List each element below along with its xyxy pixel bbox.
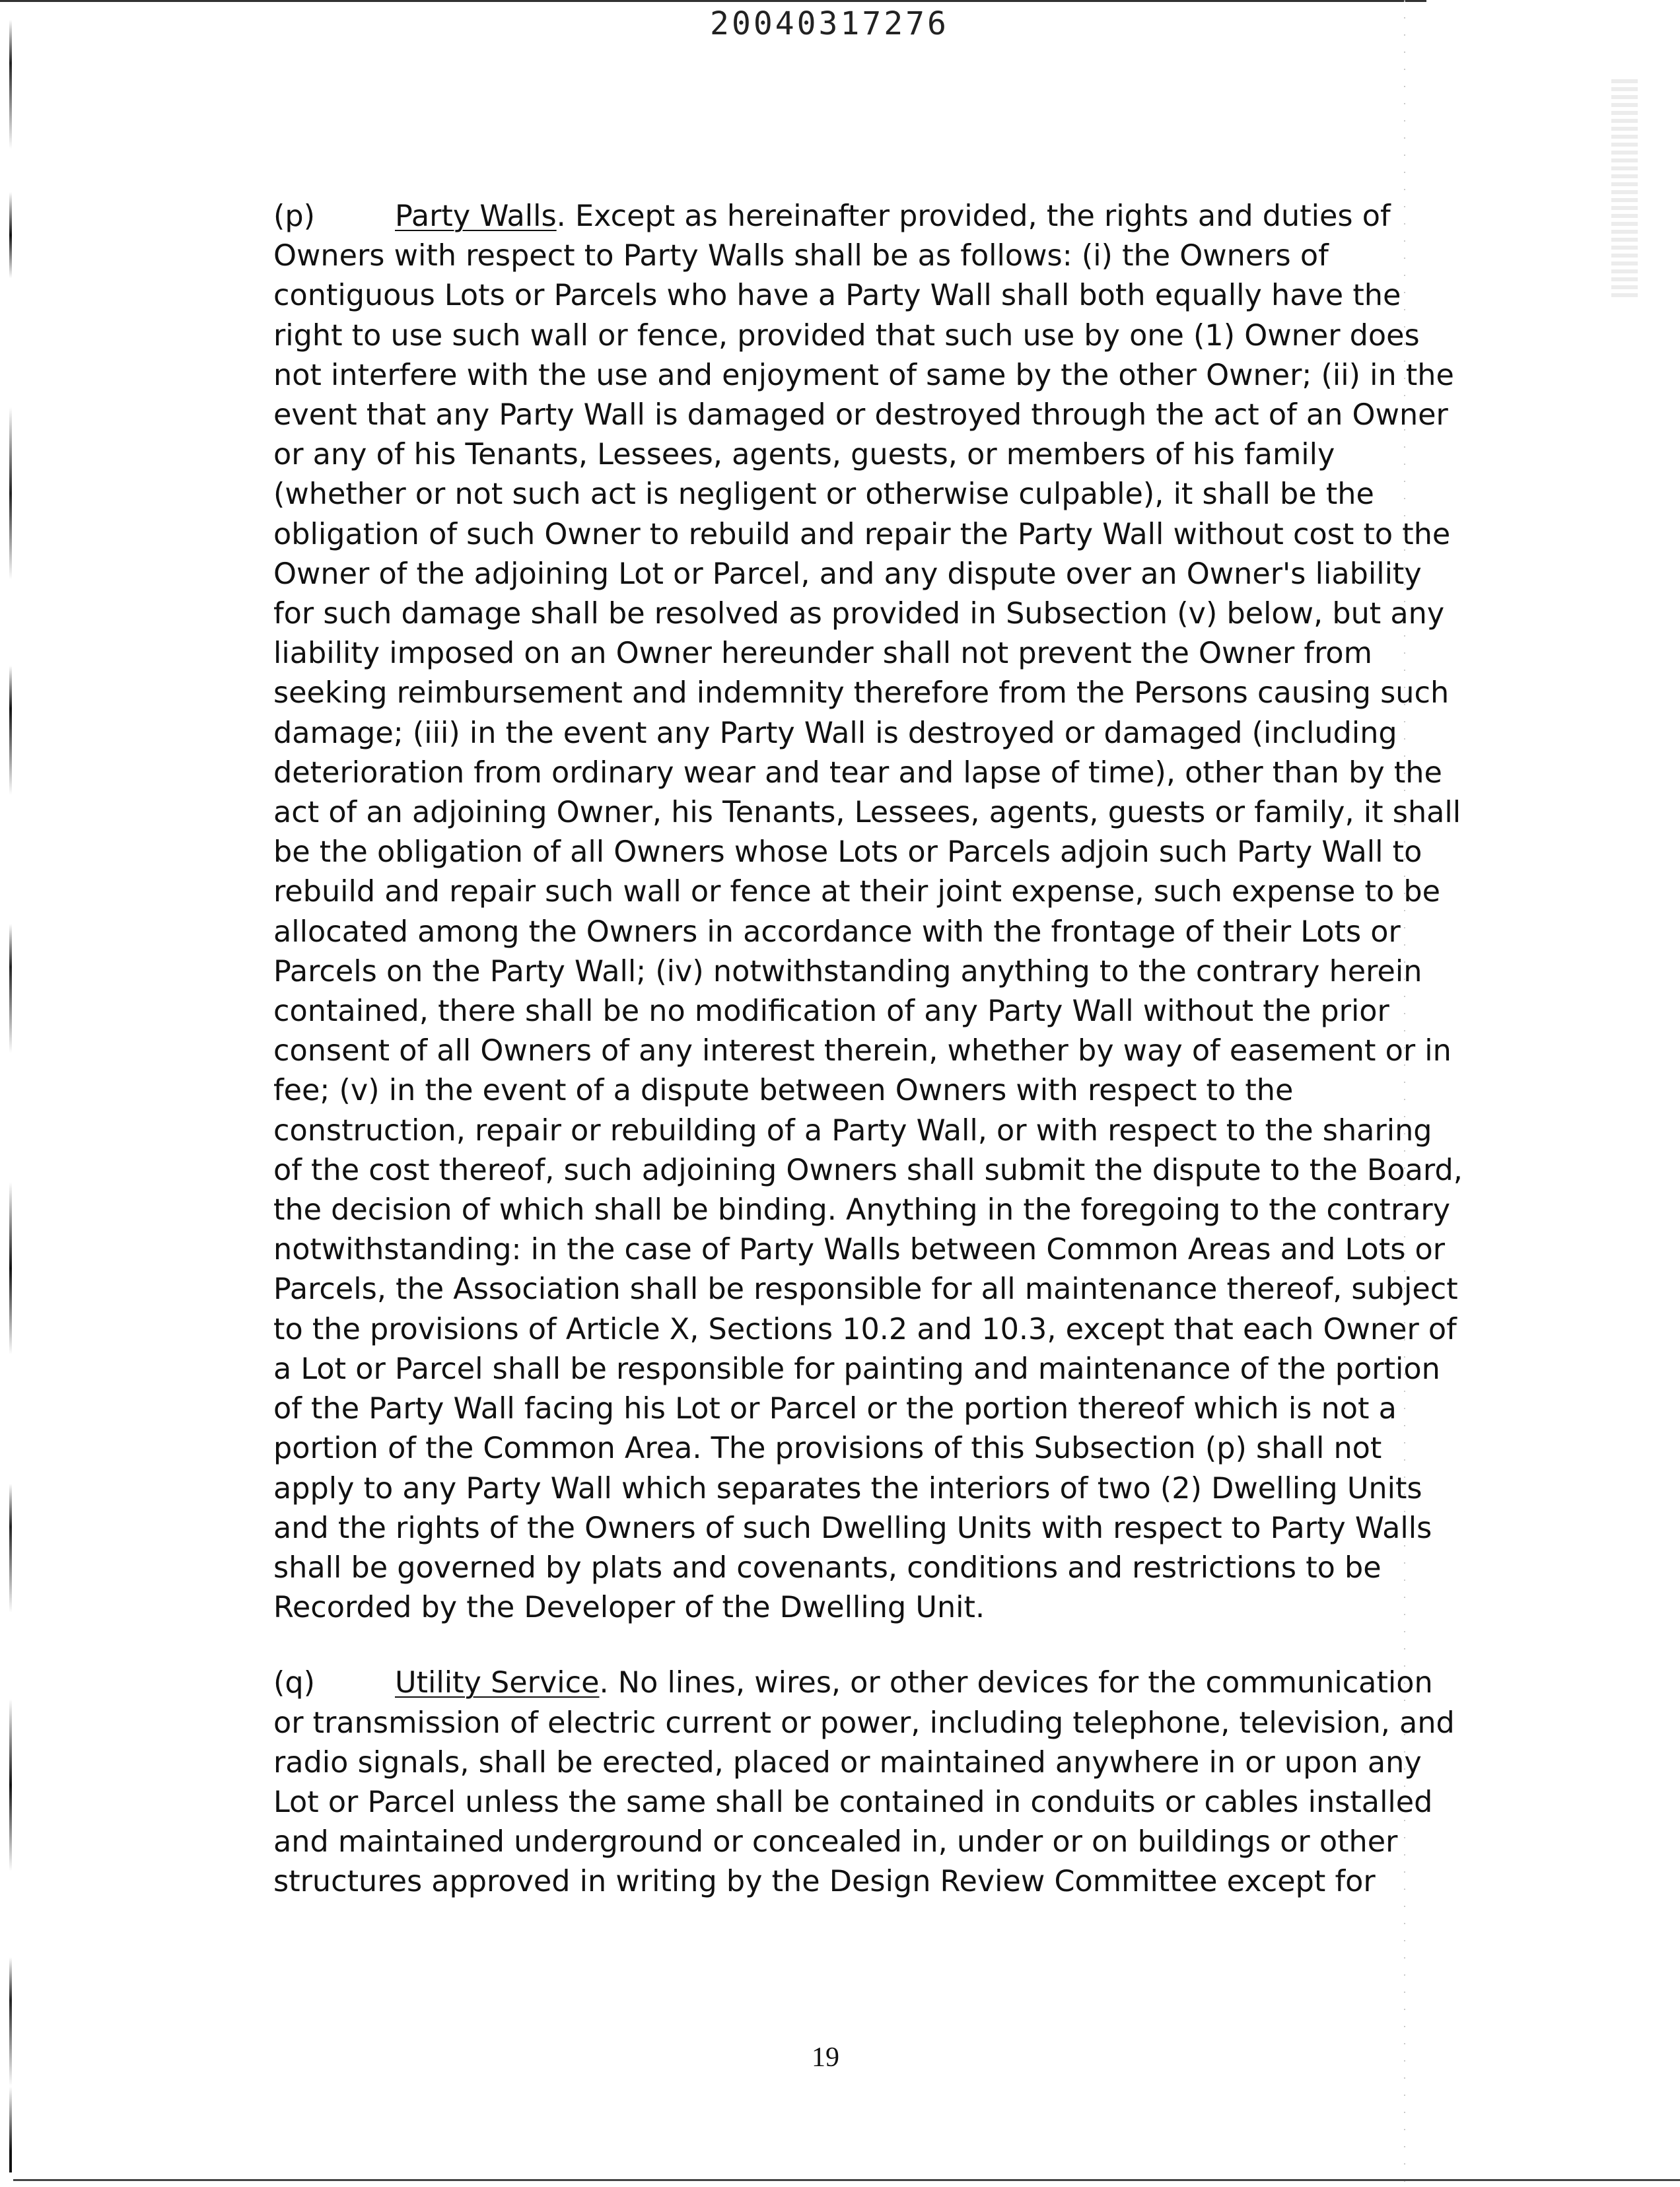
paragraph-label: (p) [273, 199, 315, 233]
scan-top-edge [0, 0, 1426, 2]
page-number: 19 [812, 2042, 839, 2073]
scan-left-edge [9, 20, 12, 2172]
paragraph-label: (q) [273, 1666, 315, 1700]
paragraph-heading: Party Walls [395, 199, 557, 233]
document-body [273, 197, 1465, 1938]
paragraph-text: . Except as hereinafter provided, the rights and duties of Owners with respect to Party Walls shall be as follows: (i) the Owners of contiguous Lots or Parcels who have a Party Wall shall both equally have the right to use such wall or fence, provided that such use by one (1) Owner does not interfere with the use and enjoyment of same by the other Owner; (ii) in the event that any Party Wall is damaged or destroyed through the act of an Owner or any of his Tenants, Lessees, agents, guests, or members of his family (whether or not such act is negligent or otherwise culpable), it shall be the obligation of such Owner to rebuild and repair the Party Wall without cost to the Owner of the adjoining Lot or Parcel, and any dispute over an Owner's liability for such damage shall be resolved as provided in Subsection (v) below, but any liability imposed on an Owner hereunder shall not prevent the Owner from seeking reimbursement and indemnity therefore from the Persons causing such damage; (iii) in the event any Party Wall is destroyed or damaged (including deterioration from ordinary wear and tear and lapse of time), other than by the act of an adjoining Owner, his Tenants, Lessees, agents, guests or family, it shall be the obligation of all Owners whose Lots or Parcels adjoin such Party Wall to rebuild and repair such wall or fence at their joint expense, such expense to be allocated among the Owners in accordance with the frontage of their Lots or Parcels on the Party Wall; (iv) notwithstanding anything to the contrary herein contained, there shall be no modification of any Party Wall without the prior consent of all Owners of any interest therein, whether by way of easement or in fee; (v) in the event of a dispute between Owners with respect to the construction, repair or rebuilding of a Party Wall, or with respect to the sharing of the cost thereof, such adjoining Owners shall submit the dispute to the Board, the decision of which shall be binding. Anything in the foregoing to the contrary notwithstanding: in the case of Party Walls between Common Areas and Lots or Parcels, the Association shall be responsible for all maintenance thereof, subject to the provisions of Article X, Sections 10.2 and 10.3, except that each Owner of a Lot or Parcel shall be responsible for painting and maintenance of the portion of the Party Wall facing his Lot or Parcel or the portion thereof which is not a portion of the Common Area. The provisions of this Subsection (p) shall not apply to any Party Wall which separates the interiors of two (2) Dwelling Units and the rights of the Owners of such Dwelling Units with respect to Party Walls shall be governed by plats and covenants, conditions and restrictions to be Recorded by the Developer of the Dwelling Unit. [273, 199, 1463, 1625]
margin-stamp [1611, 79, 1638, 297]
paragraph-party-walls [273, 197, 1465, 1628]
paragraph-utility-service [273, 1663, 1465, 1902]
paragraph-heading: Utility Service [395, 1666, 600, 1700]
scan-bottom-edge [13, 2179, 1680, 2181]
paragraph-text: . No lines, wires, or other devices for the communication or transmission of electric current or power, including telephone, television, and radio signals, shall be erected, placed or maintained anywhere in or upon any Lot or Parcel unless the same shall be contained in conduits or cables installed and maintained underground or concealed in, under or on buildings or other structures approved in writing by the Design Review Committee except for [273, 1666, 1455, 1899]
recording-number: 20040317276 [710, 5, 949, 42]
